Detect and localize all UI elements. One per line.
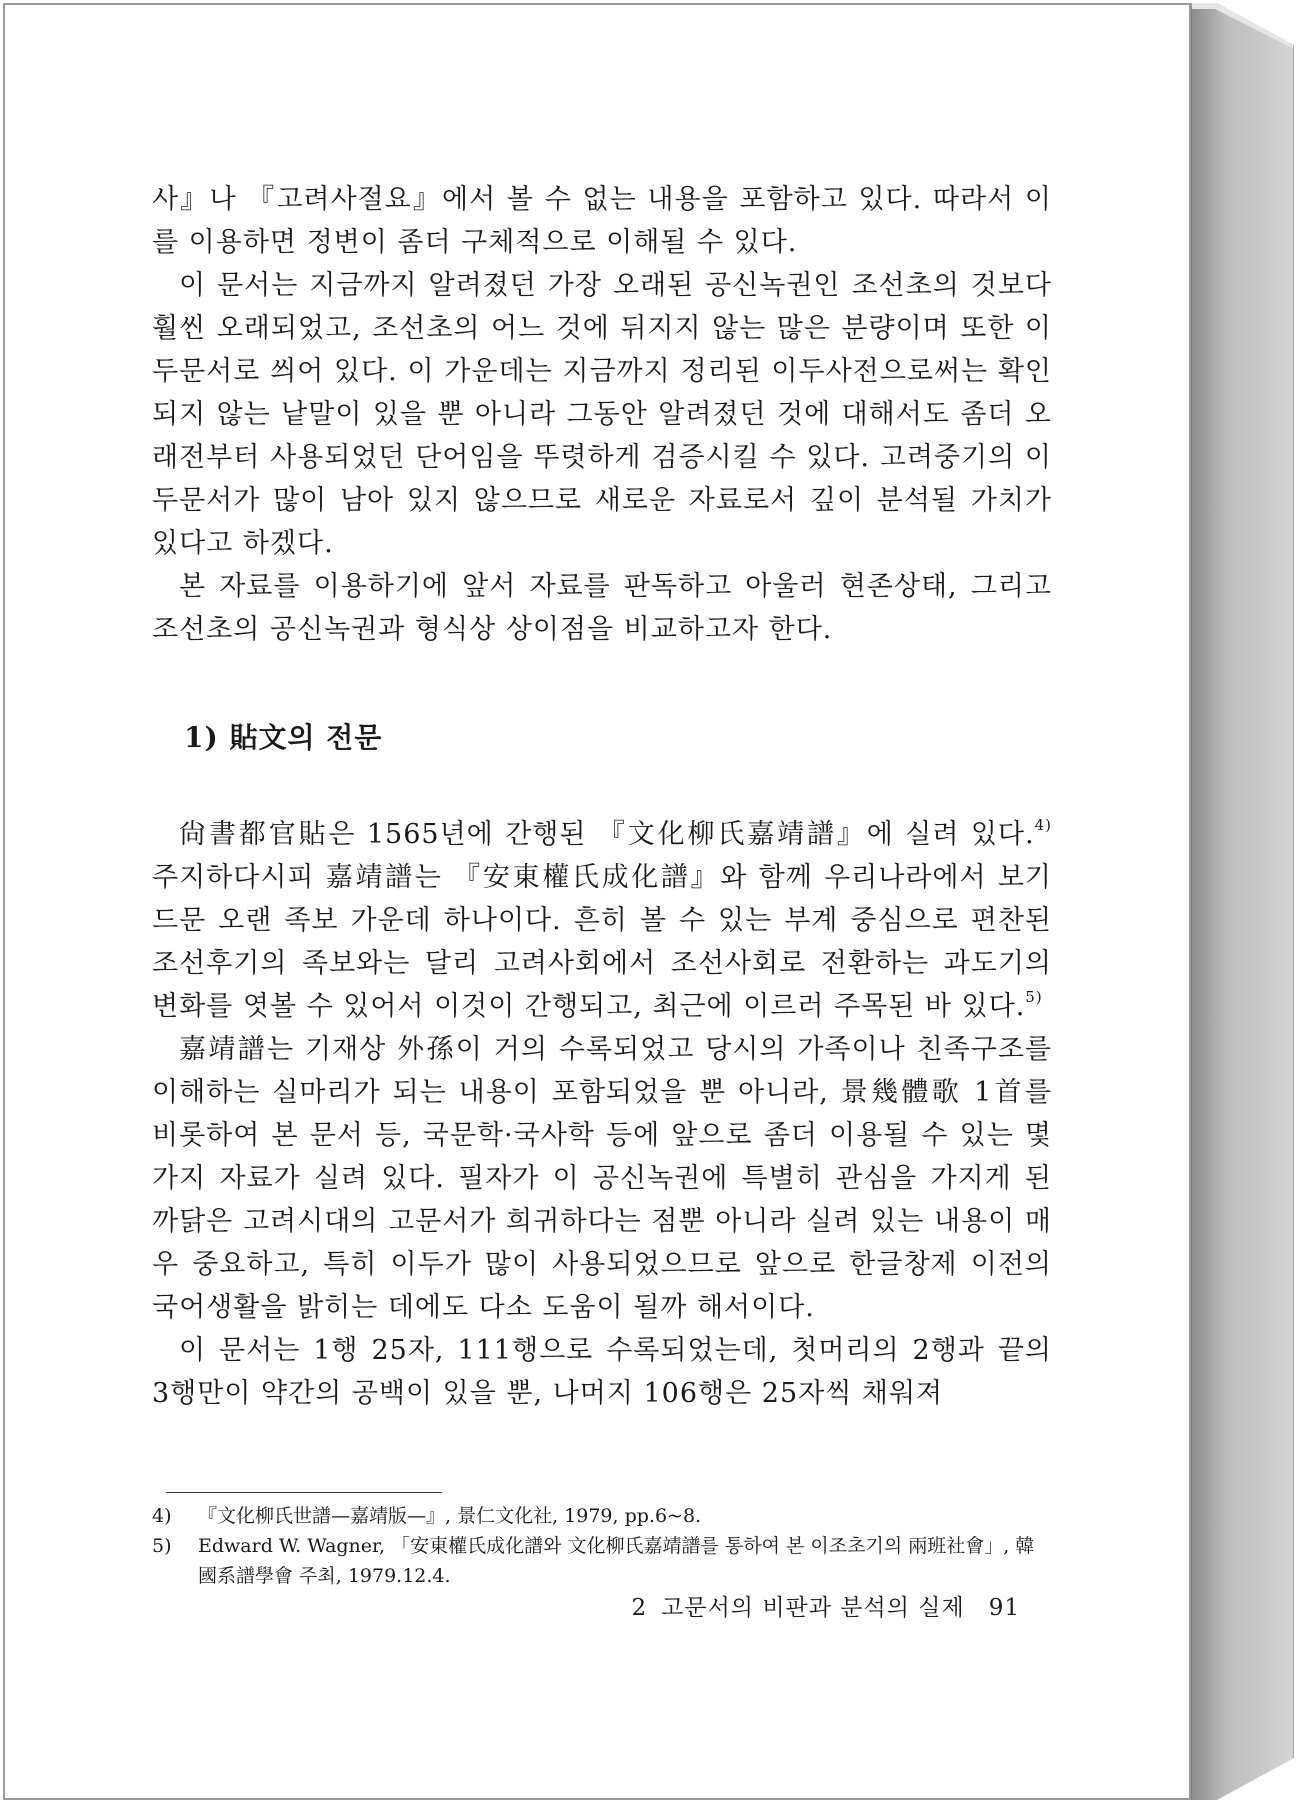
paragraph-text: 尙書都官貼은 1565년에 간행된 『文化柳氏嘉靖譜』에 실려 있다. (179, 819, 1035, 850)
paragraph: 이 문서는 지금까지 알려졌던 가장 오래된 공신녹권인 조선초의 것보다 훨씬 오래되었고, 조선초의 어느 것에 뒤지지 않는 많은 분량이며 또한 이두문서로 씌어 있다. 이 가운데는 지금까지 정리된 이두사전으로써는 확인되지 않는 낱말이 있을 뿐 아니라 그동안 알려졌던 것에 대해서도 좀더 오래전부터 사용되었던 단어임을 뚜렷하게 검증시킬 수 있다. 고려중기의 이두문서가 많이 남아 있지 않으므로 새로운 자료로서 깊이 분석될 가치가 있다고 하겠다. (152, 270, 1052, 559)
footnote-item (152, 1531, 1052, 1591)
footer-chapter-title: 고문서의 비판과 분석의 실제 (661, 1595, 965, 1621)
paragraph-with-footnotes (152, 813, 1052, 1028)
footnote-mark: 4) (152, 1505, 172, 1527)
book-spine (1191, 3, 1294, 1800)
footnote-text: Edward W. Wagner, 「安東權氏成化譜와 文化柳氏嘉靖譜를 통하여 본 이조초기의 兩班社會」, 韓國系譜學會 주최, 1979.12.4. (198, 1535, 1035, 1587)
footnote-item (152, 1501, 1052, 1531)
footnotes (152, 1501, 1052, 1591)
footer-chapter-number: 2 (631, 1595, 648, 1621)
footnote-divider (166, 1492, 442, 1493)
paragraph-continuation: 사』나 『고려사절요』에서 볼 수 없는 내용을 포함하고 있다. 따라서 이를 이용하면 정변이 좀더 구체적으로 이해될 수 있다. (152, 184, 1052, 258)
paragraph-text: 주지하다시피 嘉靖譜는 『安東權氏成化譜』와 함께 우리나라에서 보기 드문 오랜 족보 가운데 하나이다. 흔히 볼 수 있는 부계 중심으로 편찬된 조선후기의 족보와는 달리 고려사회에서 조선사회로 전환하는 과도기의 변화를 엿볼 수 있어서 이것이 간행되고, 최근에 이르러 주목된 바 있다. (152, 862, 1052, 1022)
paragraph: 이 문서는 1행 25자, 111행으로 수록되었는데, 첫머리의 2행과 끝의 3행만이 약간의 공백이 있을 뿐, 나머지 106행은 25자씩 채워져 (152, 1335, 1052, 1409)
footnote-text: 『文化柳氏世譜—嘉靖版—』, 景仁文化社, 1979, pp.6~8. (198, 1505, 702, 1527)
main-text (152, 178, 1052, 1415)
section-heading: 1) 貼文의 전문 (184, 721, 383, 754)
page-number: 91 (988, 1595, 1020, 1621)
paragraph: 본 자료를 이용하기에 앞서 자료를 판독하고 아울러 현존상태, 그리고 조선초의 공신녹권과 형식상 상이점을 비교하고자 한다. (152, 571, 1052, 645)
paragraph: 嘉靖譜는 기재상 外孫이 거의 수록되었고 당시의 가족이나 친족구조를 이해하는 실마리가 되는 내용이 포함되었을 뿐 아니라, 景幾體歌 1首를 비롯하여 본 문서 등, 국문학·국사학 등에 앞으로 좀더 이용될 수 있는 몇 가지 자료가 실려 있다. 필자가 이 공신녹권에 특별히 관심을 가지게 된 까닭은 고려시대의 고문서가 희귀하다는 점뿐 아니라 실려 있는 내용이 매우 중요하고, 특히 이두가 많이 사용되었으므로 앞으로 한글창제 이전의 국어생활을 밝히는 데에도 다소 도움이 될까 해서이다. (152, 1034, 1052, 1323)
page-footer (600, 1593, 1020, 1623)
footnote-mark: 5) (152, 1535, 172, 1557)
footnote-ref-4: 4) (1034, 816, 1052, 834)
footnote-ref-5: 5) (1025, 988, 1043, 1006)
